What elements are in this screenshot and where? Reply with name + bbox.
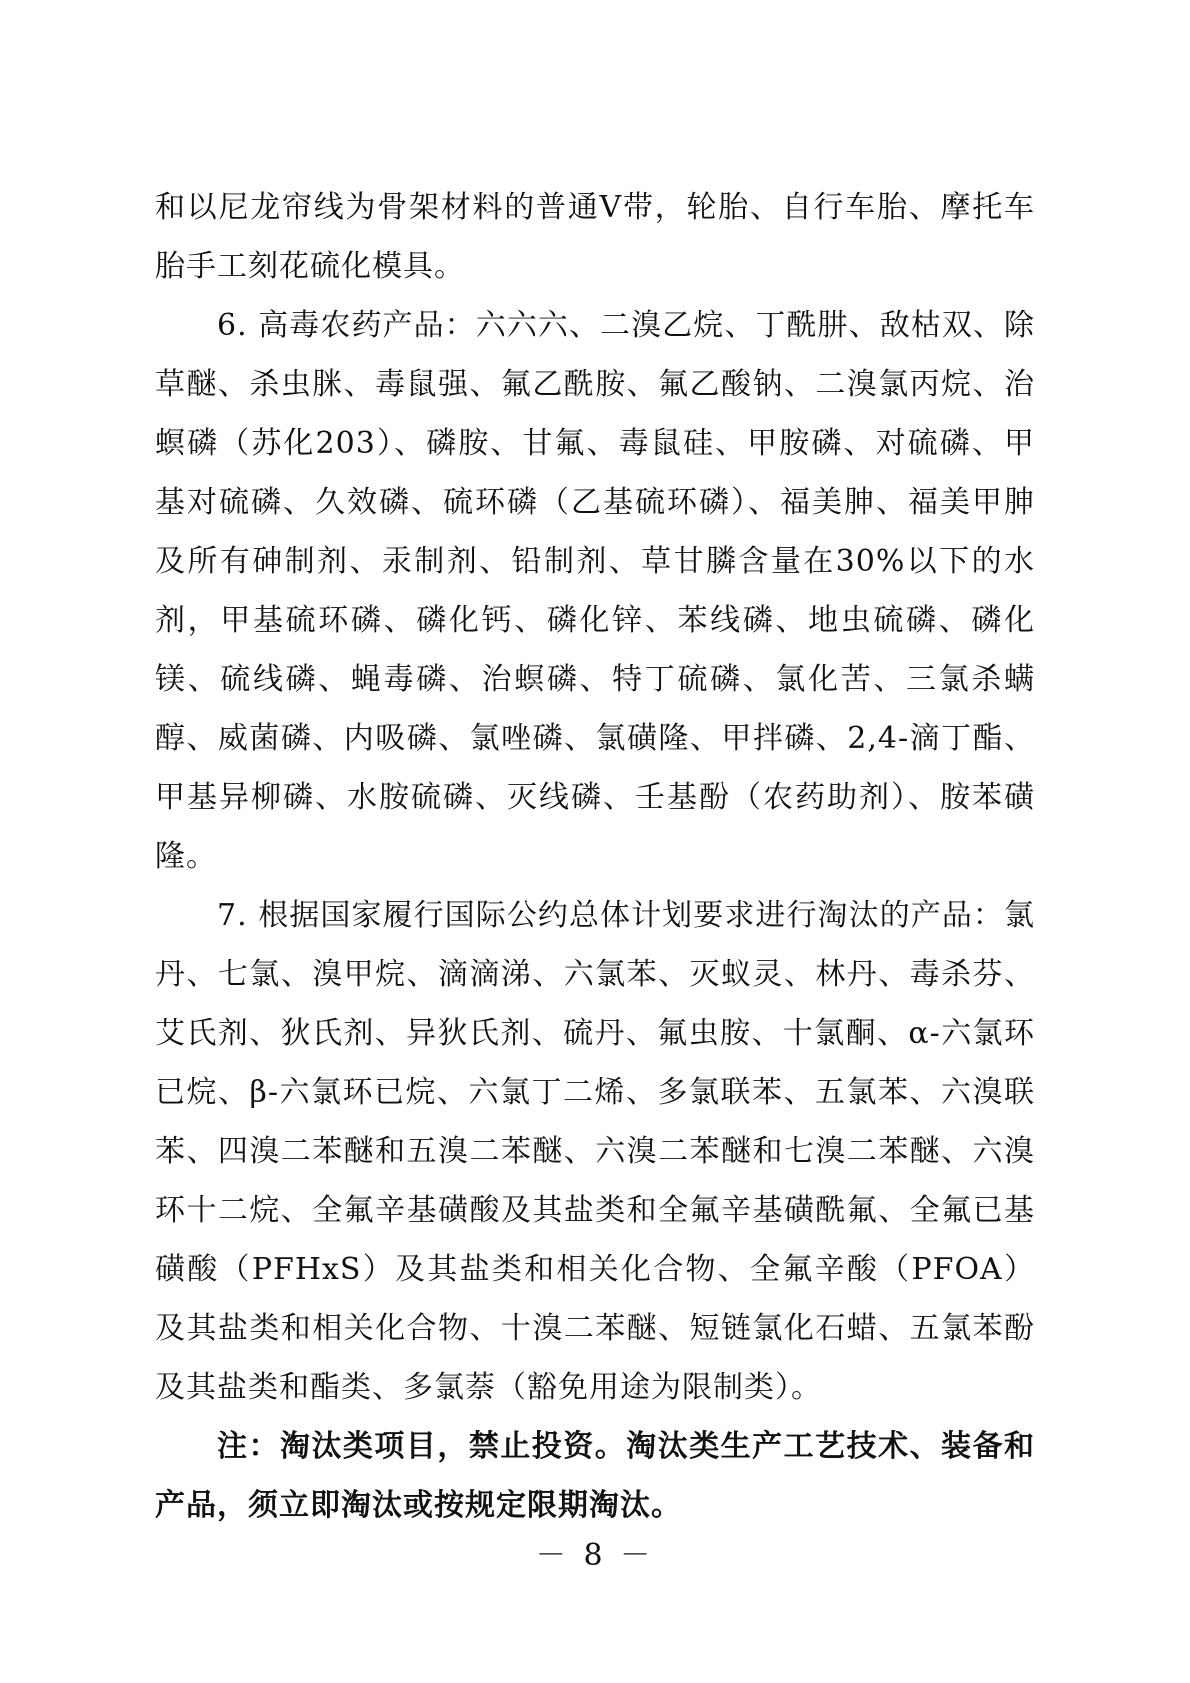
- note-paragraph: 注：淘汰类项目，禁止投资。淘汰类生产工艺技术、装备和产品，须立即淘汰或按规定限期淘汰。: [155, 1429, 1035, 1523]
- paragraph-item-7: 7. 根据国家履行国际公约总体计划要求进行淘汰的产品：氯丹、七氯、溴甲烷、滴滴涕、六氯苯、灭蚁灵、林丹、毒杀芬、艾氏剂、狄氏剂、异狄氏剂、硫丹、氟虫胺、十氯酮、α-六氯环已烷、β-六氯环已烷、六氯丁二烯、多氯联苯、五氯苯、六溴联苯、四溴二苯醚和五溴二苯醚、六溴二苯醚和七溴二苯醚、六溴环十二烷、全氟辛基磺酸及其盐类和全氟辛基磺酰氟、全氟已基磺酸（PFHxS）及其盐类和相关化合物、全氟辛酸（PFOA）及其盐类和相关化合物、十溴二苯醚、短链氯化石蜡、五氯苯酚及其盐类和酯类、多氯萘（豁免用途为限制类）。: [155, 898, 1035, 1405]
- document-body: [155, 178, 1035, 1535]
- paragraph-item-6: 6. 高毒农药产品：六六六、二溴乙烷、丁酰肼、敌枯双、除草醚、杀虫脒、毒鼠强、氟乙酰胺、氟乙酸钠、二溴氯丙烷、治螟磷（苏化203）、磷胺、甘氟、毒鼠硅、甲胺磷、对硫磷、甲基对硫磷、久效磷、硫环磷（乙基硫环磷）、福美胂、福美甲胂及所有砷制剂、汞制剂、铅制剂、草甘膦含量在30%以下的水剂，甲基硫环磷、磷化钙、磷化锌、苯线磷、地虫硫磷、磷化镁、硫线磷、蝇毒磷、治螟磷、特丁硫磷、氯化苦、三氯杀螨醇、威菌磷、内吸磷、氯唑磷、氯磺隆、甲拌磷、2,4-滴丁酯、甲基异柳磷、水胺硫磷、灭线磷、壬基酚（农药助剂）、胺苯磺隆。: [155, 308, 1035, 874]
- page-number: － 8 －: [535, 1538, 655, 1573]
- paragraph-continuation: 和以尼龙帘线为骨架材料的普通V带，轮胎、自行车胎、摩托车胎手工刻花硫化模具。: [155, 190, 1035, 284]
